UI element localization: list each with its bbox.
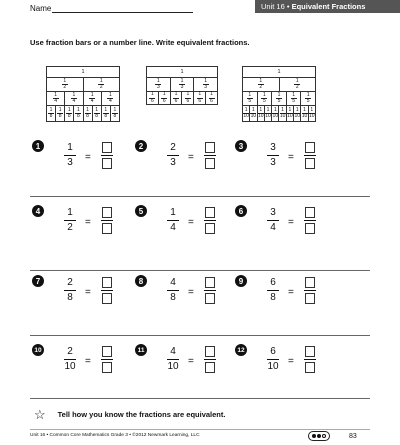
given-fraction (64, 346, 76, 373)
answer-denominator-box[interactable] (205, 223, 215, 234)
numerator: 1 (67, 142, 73, 153)
fraction-bar-line (304, 290, 316, 291)
problem-number-badge: 3 (235, 140, 247, 152)
fraction-bar-cell: 1 8 (102, 105, 111, 122)
fraction-bar-line (167, 155, 179, 156)
equals-sign: = (188, 287, 194, 298)
fraction-bar-row (146, 77, 218, 91)
fraction-bar-cell: 1 10 (287, 105, 294, 122)
problem-number-badge: 6 (235, 205, 247, 217)
fraction-bar-cell: 1 6 (206, 91, 218, 105)
page-number: 83 (349, 433, 357, 440)
denominator: 3 (170, 157, 176, 168)
fraction-bar-halves-fifths-tenths (242, 66, 316, 122)
answer-fraction (304, 277, 316, 304)
denominator: 4 (170, 222, 176, 233)
answer-numerator-box[interactable] (305, 142, 315, 153)
fraction-bar-line (204, 220, 216, 221)
denominator: 2 (67, 222, 73, 233)
fraction-bar-line (304, 220, 316, 221)
fraction-bar-cell: 1 8 (56, 105, 65, 122)
fraction-bar-row (242, 66, 316, 77)
fraction-bar-cell: 1 10 (279, 105, 286, 122)
fraction-bar-cell: 1 5 (243, 91, 258, 105)
numerator: 6 (270, 277, 276, 288)
problem-number-badge: 9 (235, 275, 247, 287)
fraction-bar-line (267, 290, 279, 291)
fraction-bar-cell: 1 8 (93, 105, 102, 122)
explain-prompt-text: Tell how you know the fractions are equivalent. (57, 410, 226, 419)
answer-fraction (304, 346, 316, 373)
fraction-bar-line (64, 155, 76, 156)
fraction-bar-row (242, 105, 316, 122)
fraction-bar-cell: 1 6 (171, 91, 183, 105)
problem-number-badge: 4 (32, 205, 44, 217)
answer-fraction (101, 346, 113, 373)
equals-sign: = (85, 287, 91, 298)
fraction-bar-cell: 1 5 (301, 91, 316, 105)
unit-title: Equivalent Fractions (291, 2, 366, 11)
answer-numerator-box[interactable] (205, 142, 215, 153)
fraction-bar-cell: 1 5 (287, 91, 302, 105)
answer-denominator-box[interactable] (102, 362, 112, 373)
denominator: 3 (270, 157, 276, 168)
fraction-bar-cell: 1 8 (47, 105, 56, 122)
fraction-bar-cell: 1 8 (74, 105, 83, 122)
problem-number-badge: 5 (135, 205, 147, 217)
fraction-bar-line (267, 359, 279, 360)
answer-fraction (101, 277, 113, 304)
unit-banner (255, 0, 400, 13)
section-divider (30, 398, 370, 399)
instructions: Use fraction bars or a number line. Write equivalent fractions. (30, 38, 250, 47)
answer-fraction (204, 142, 216, 169)
answer-denominator-box[interactable] (102, 223, 112, 234)
fraction-bar-cell: 1 4 (84, 91, 102, 105)
fraction-bar-cell: 1 6 (159, 91, 171, 105)
given-fraction (267, 207, 279, 234)
fraction-bar-row (46, 66, 120, 77)
problem-number-badge: 12 (235, 344, 247, 356)
fraction-bar-cell: 1 3 (171, 77, 195, 91)
numerator: 4 (170, 346, 176, 357)
denominator: 4 (270, 222, 276, 233)
fraction-bar-cell: 1 8 (84, 105, 93, 122)
answer-numerator-box[interactable] (205, 207, 215, 218)
fraction-bar-cell: 1 2 (243, 77, 280, 91)
answer-numerator-box[interactable] (205, 277, 215, 288)
given-fraction (267, 142, 279, 169)
denominator: 10 (64, 361, 76, 372)
answer-fraction (204, 277, 216, 304)
fraction-bar-cell: 1 10 (265, 105, 272, 122)
name-label: Name (30, 4, 52, 13)
footer-divider (30, 429, 370, 430)
footer-credit: Unit 16 • Common Core Mathematics Grade 3 • ©2012 Newmark Learning, LLC (30, 433, 200, 438)
fraction-bar-halves-fourths-eighths (46, 66, 120, 122)
numerator: 2 (170, 142, 176, 153)
given-fraction (267, 277, 279, 304)
answer-fraction (101, 207, 113, 234)
equals-sign: = (85, 356, 91, 367)
fraction-bar-line (101, 359, 113, 360)
fraction-bar-thirds-sixths (146, 66, 218, 105)
answer-fraction (204, 207, 216, 234)
fraction-bar-cell: 1 10 (243, 105, 250, 122)
denominator: 3 (67, 157, 73, 168)
fraction-bar-line (64, 220, 76, 221)
fraction-bar-cell: 1 6 (194, 91, 206, 105)
publisher-logo-icon (308, 431, 330, 441)
answer-fraction (304, 207, 316, 234)
answer-denominator-box[interactable] (205, 362, 215, 373)
answer-numerator-box[interactable] (205, 346, 215, 357)
problem-number-badge: 7 (32, 275, 44, 287)
equals-sign: = (288, 152, 294, 163)
answer-denominator-box[interactable] (102, 158, 112, 169)
given-fraction (64, 207, 76, 234)
explain-prompt (34, 408, 225, 421)
unit-number: Unit 16 (261, 2, 285, 11)
numerator: 3 (270, 142, 276, 153)
fraction-bar-cell: 1 4 (47, 91, 65, 105)
answer-fraction (204, 346, 216, 373)
equals-sign: = (188, 356, 194, 367)
given-fraction (167, 207, 179, 234)
answer-denominator-box[interactable] (205, 293, 215, 304)
equals-sign: = (188, 152, 194, 163)
fraction-bar-line (101, 220, 113, 221)
section-divider (30, 196, 370, 197)
fraction-bar-cell: 1 10 (272, 105, 279, 122)
equals-sign: = (288, 217, 294, 228)
fraction-bar-line (101, 290, 113, 291)
given-fraction (167, 142, 179, 169)
fraction-bar-cell: 1 10 (301, 105, 308, 122)
unit-separator: • (286, 2, 290, 11)
numerator: 4 (170, 277, 176, 288)
fraction-bar-cell: 1 4 (102, 91, 120, 105)
fraction-bar-line (267, 155, 279, 156)
fraction-bar-row (146, 91, 218, 105)
fraction-bar-line (267, 220, 279, 221)
answer-denominator-box[interactable] (102, 293, 112, 304)
answer-fraction (304, 142, 316, 169)
answer-fraction (101, 142, 113, 169)
problem-number-badge: 10 (32, 344, 44, 356)
numerator: 1 (170, 207, 176, 218)
fraction-bar-row (46, 105, 120, 122)
fraction-bar-line (64, 359, 76, 360)
fraction-bar-line (204, 290, 216, 291)
denominator: 10 (167, 361, 179, 372)
problem-number-badge: 11 (135, 344, 147, 356)
problem-number-badge: 8 (135, 275, 147, 287)
fraction-bar-row (242, 77, 316, 91)
equals-sign: = (85, 217, 91, 228)
fraction-bar-cell: 1 6 (147, 91, 159, 105)
section-divider (30, 270, 370, 271)
answer-denominator-box[interactable] (305, 362, 315, 373)
answer-denominator-box[interactable] (305, 293, 315, 304)
numerator: 2 (67, 277, 73, 288)
fraction-bar-cell: 1 8 (65, 105, 74, 122)
denominator: 8 (67, 292, 73, 303)
fraction-bar-cell: 1 (147, 66, 218, 77)
fraction-bar-cell: 1 10 (250, 105, 257, 122)
given-fraction (64, 277, 76, 304)
answer-numerator-box[interactable] (102, 346, 112, 357)
problem-number-badge: 1 (32, 140, 44, 152)
fraction-bar-line (204, 359, 216, 360)
fraction-bar-line (304, 155, 316, 156)
fraction-bar-cell: 1 2 (84, 77, 121, 91)
fraction-bar-row (46, 77, 120, 91)
answer-numerator-box[interactable] (102, 142, 112, 153)
answer-numerator-box[interactable] (305, 346, 315, 357)
fraction-bar-row (146, 66, 218, 77)
numerator: 1 (67, 207, 73, 218)
answer-numerator-box[interactable] (305, 207, 315, 218)
fraction-bar-line (167, 220, 179, 221)
denominator: 8 (270, 292, 276, 303)
given-fraction (267, 346, 279, 373)
fraction-bar-cell: 1 2 (280, 77, 317, 91)
name-write-line[interactable] (52, 12, 193, 13)
equals-sign: = (85, 152, 91, 163)
fraction-bar-line (64, 290, 76, 291)
fraction-bar-cell: 1 10 (294, 105, 301, 122)
fraction-bar-cell: 1 8 (111, 105, 120, 122)
fraction-bar-cell: 1 4 (65, 91, 83, 105)
section-divider (30, 335, 370, 336)
fraction-bar-line (167, 290, 179, 291)
problem-number-badge: 2 (135, 140, 147, 152)
fraction-bar-cell: 1 (47, 66, 120, 77)
fraction-bar-cell: 1 (243, 66, 316, 77)
star-outline-icon: ☆ (34, 407, 46, 422)
numerator: 3 (270, 207, 276, 218)
fraction-bar-line (204, 155, 216, 156)
fraction-bar-cell: 1 5 (272, 91, 287, 105)
fraction-bar-row (46, 91, 120, 105)
given-fraction (167, 277, 179, 304)
given-fraction (64, 142, 76, 169)
numerator: 2 (67, 346, 73, 357)
answer-numerator-box[interactable] (102, 207, 112, 218)
given-fraction (167, 346, 179, 373)
answer-denominator-box[interactable] (305, 158, 315, 169)
equals-sign: = (288, 287, 294, 298)
denominator: 8 (170, 292, 176, 303)
denominator: 10 (267, 361, 279, 372)
fraction-bar-cell: 1 3 (194, 77, 218, 91)
equals-sign: = (188, 217, 194, 228)
fraction-bar-cell: 1 6 (182, 91, 194, 105)
fraction-bar-line (304, 359, 316, 360)
answer-numerator-box[interactable] (102, 277, 112, 288)
fraction-bar-cell: 1 2 (47, 77, 84, 91)
fraction-bar-cell: 1 5 (258, 91, 273, 105)
fraction-bar-cell: 1 10 (309, 105, 316, 122)
numerator: 6 (270, 346, 276, 357)
fraction-bar-cell: 1 3 (147, 77, 171, 91)
fraction-bar-line (167, 359, 179, 360)
fraction-bar-row (242, 91, 316, 105)
fraction-bar-cell: 1 10 (258, 105, 265, 122)
answer-denominator-box[interactable] (205, 158, 215, 169)
answer-denominator-box[interactable] (305, 223, 315, 234)
equals-sign: = (288, 356, 294, 367)
answer-numerator-box[interactable] (305, 277, 315, 288)
fraction-bar-line (101, 155, 113, 156)
